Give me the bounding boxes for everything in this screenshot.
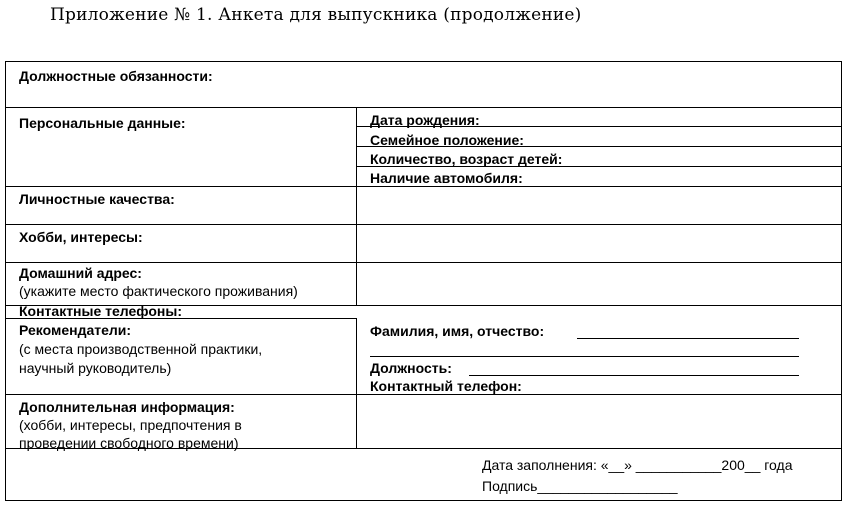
address-hint: (укажите место фактического проживания)	[19, 283, 298, 299]
referees-label: Рекомендатели:	[19, 322, 132, 338]
address-label: Домашний адрес:	[19, 265, 142, 281]
referee-position-fill-line	[469, 375, 799, 376]
hobbies-label: Хобби, интересы:	[19, 229, 143, 245]
questionnaire-form	[5, 61, 842, 501]
extra-info-label: Дополнительная информация:	[19, 399, 235, 415]
referee-name-label: Фамилия, имя, отчество:	[370, 323, 545, 339]
referee-name-fill-line-2	[370, 356, 799, 357]
qualities-label: Личностные качества:	[19, 191, 175, 207]
row-divider	[6, 107, 841, 108]
referee-name-fill-line	[577, 338, 799, 339]
car-label: Наличие автомобиля:	[370, 170, 523, 186]
column-divider	[356, 318, 357, 448]
phones-label: Контактные телефоны:	[19, 303, 182, 319]
duties-label: Должностные обязанности:	[19, 68, 213, 84]
referees-hint-line-1: (с места производственной практики,	[19, 341, 263, 357]
birth-date-label: Дата рождения:	[370, 112, 480, 128]
row-divider	[6, 262, 841, 263]
row-divider	[6, 224, 841, 225]
extra-info-hint-line-2: проведении свободного времени)	[19, 435, 239, 451]
personal-data-label: Персональные данные:	[19, 115, 186, 131]
children-label: Количество, возраст детей:	[370, 151, 563, 167]
column-divider	[356, 107, 357, 305]
page-title: Приложение № 1. Анкета для выпускника (продолжение)	[50, 5, 582, 25]
extra-info-hint-line-1: (хобби, интересы, предпочтения в	[19, 417, 242, 433]
family-status-label: Семейное положение:	[370, 132, 524, 148]
referees-hint-line-2: научный руководитель)	[19, 360, 172, 376]
referee-phone-label: Контактный телефон:	[370, 378, 522, 394]
signature-line: Подпись__________________	[482, 478, 678, 494]
referee-position-label: Должность:	[370, 360, 452, 376]
fill-date-line: Дата заполнения: «__» ___________200__ года	[482, 457, 793, 473]
